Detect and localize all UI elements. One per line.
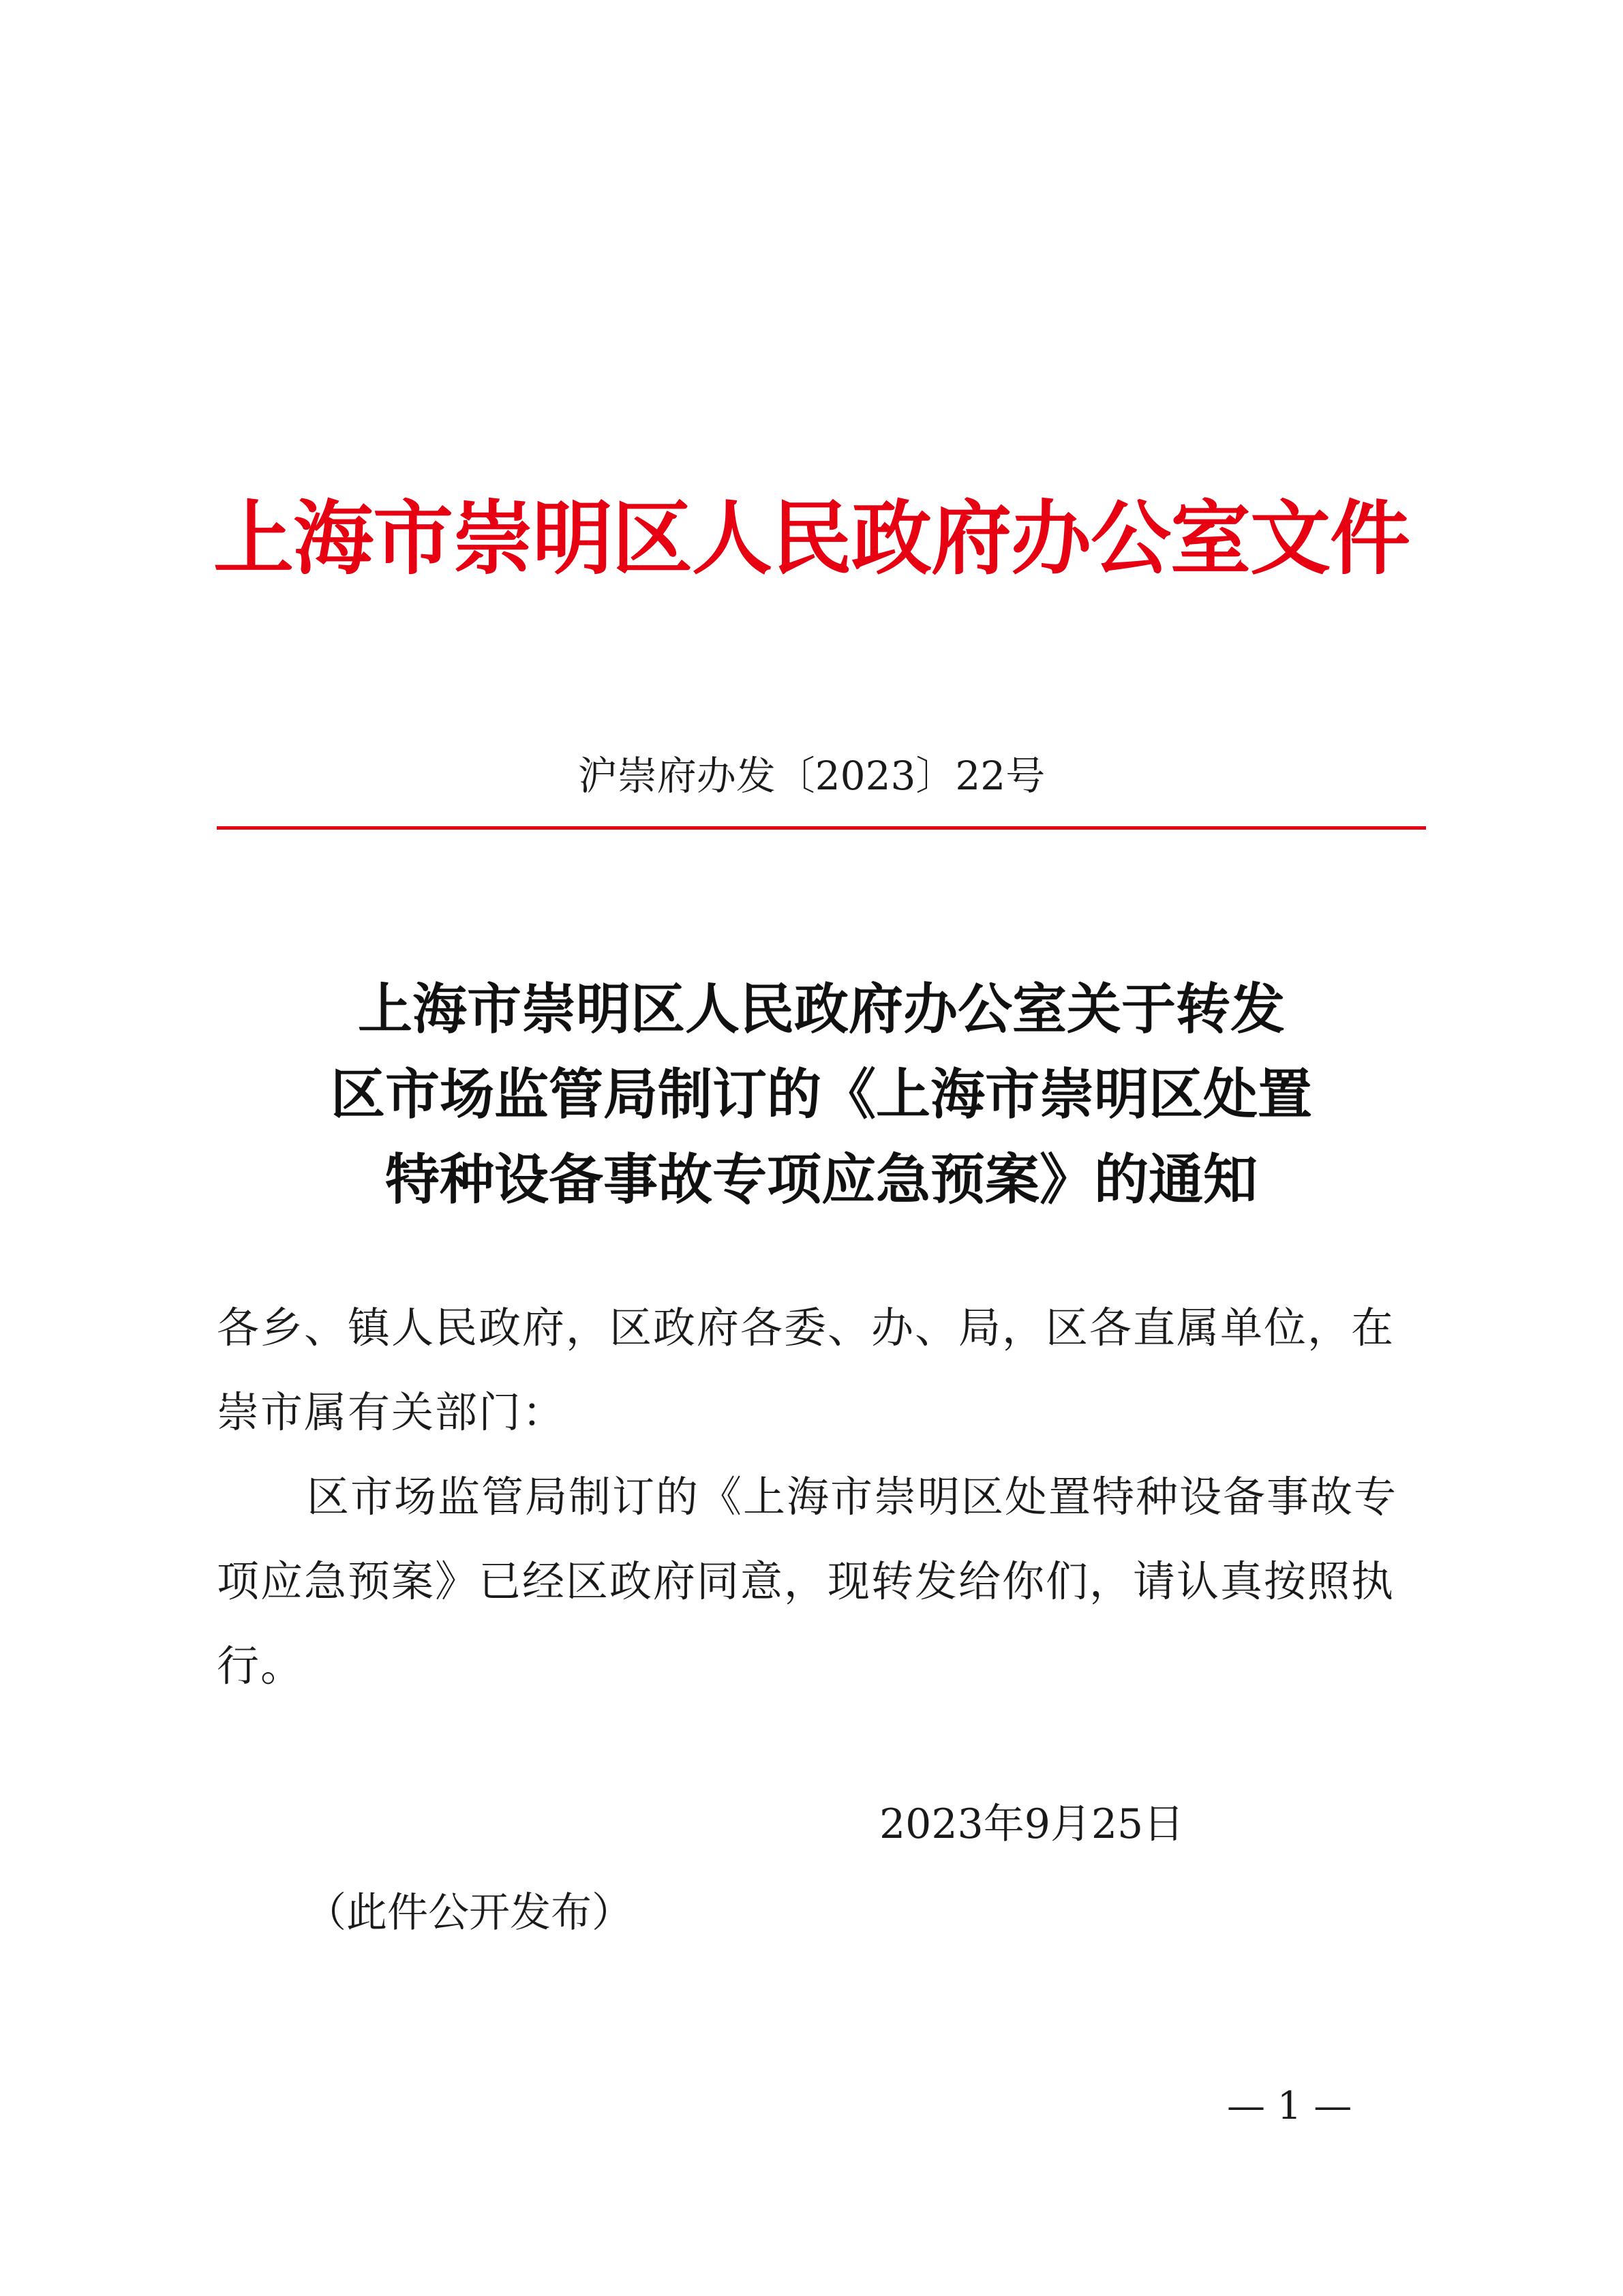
red-divider-rule (217, 826, 1426, 830)
body-paragraph: 区市场监管局制订的《上海市崇明区处置特种设备事故专项应急预案》已经区政府同意，现转发给你们，请认真按照执行。 (217, 1472, 1398, 1691)
document-masthead: 上海市崇明区人民政府办公室文件 (213, 491, 1410, 586)
title-line: 上海市崇明区人民政府办公室关于转发 (358, 977, 1285, 1041)
salutation-paragraph: 各乡、镇人民政府，区政府各委、办、局，区各直属单位，在崇市属有关部门： (217, 1303, 1395, 1437)
document-number: 沪崇府办发〔2023〕22号 (577, 753, 1046, 799)
document-title (217, 967, 1426, 1222)
release-note: （此件公开发布） (305, 1889, 633, 1937)
issue-date: 2023年9月25日 (879, 1800, 1185, 1848)
title-line: 特种设备事故专项应急预案》的通知 (385, 1147, 1258, 1211)
page-number: — 1 — (1227, 2084, 1352, 2128)
title-line: 区市场监管局制订的《上海市崇明区处置 (331, 1062, 1312, 1126)
